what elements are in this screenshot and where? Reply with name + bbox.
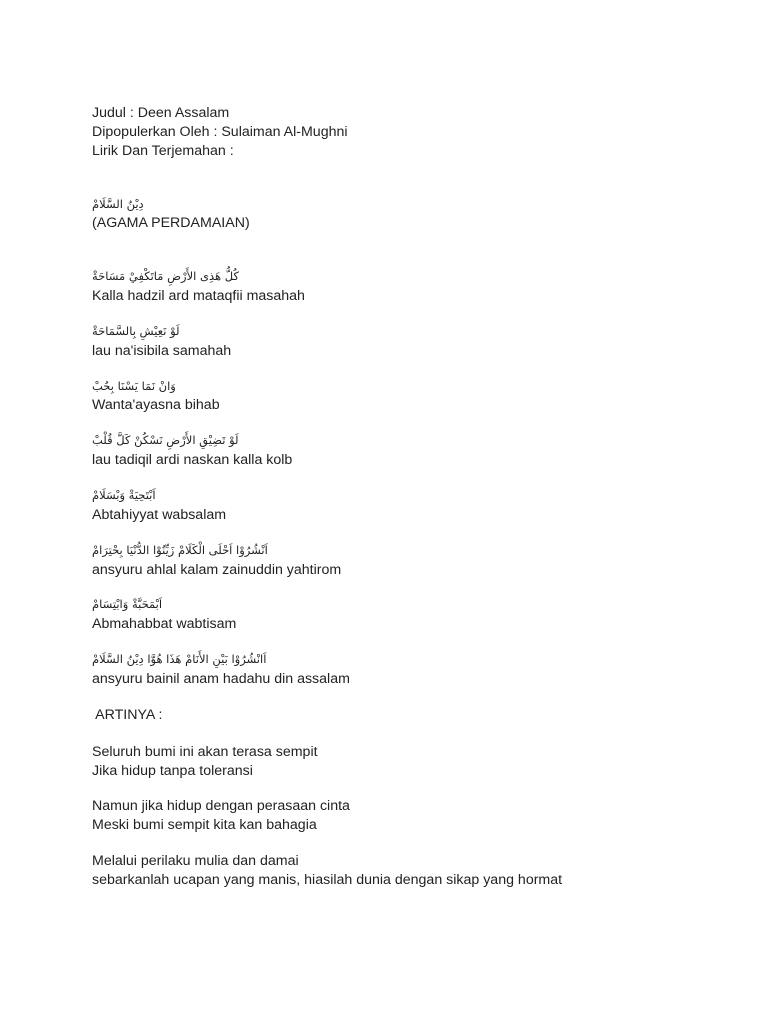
verse-arabic: اَبْتَحِيَةْ وَبْسَلَامْ [92, 488, 156, 502]
song-artist: Dipopulerkan Oleh : Sulaiman Al-Mughni [92, 124, 348, 140]
verse-arabic: كُلُّ هَذِى الأَرْضِ مَاتَكْفِيْ مَسَاحَةْ [92, 269, 239, 283]
verse-latin: lau na'isibila samahah [92, 343, 232, 359]
verse-latin: Wanta'ayasna bihab [92, 397, 220, 413]
verse-arabic: اَبْمَحَبَّةْ وَابْتِسَامْ [92, 597, 163, 611]
translation-line: Namun jika hidup dengan perasaan cinta [92, 798, 350, 814]
verse-arabic: اَنْشُرُوْا اَحْلَى الْكَلَامْ زَيِّنُوْا الدُّنْيَا بِحْتِرَامْ [92, 543, 268, 557]
verse-latin: lau tadiqil ardi naskan kalla kolb [92, 452, 293, 468]
verse-arabic: اَانْشُرُوْا بَيْنِ الأَنَامْ هَذَا هُوَّا دِيْنُ السَّلَامْ [92, 652, 267, 666]
translation-line: Melalui perilaku mulia dan damai [92, 853, 299, 869]
verse-latin: ansyuru bainil anam hadahu din assalam [92, 671, 350, 687]
translation-line: sebarkanlah ucapan yang manis, hiasilah dunia dengan sikap yang hormat [92, 872, 563, 888]
translation-heading: ARTINYA : [92, 707, 163, 723]
verse-arabic: لَوْ تَضِيْقِ الأَرْضِ نَسْكُنْ كَلَّ قُلْبْ [92, 433, 239, 447]
translation-line: Seluruh bumi ini akan terasa sempit [92, 744, 318, 760]
lyrics-subtitle: Lirik Dan Terjemahan : [92, 143, 234, 159]
song-title: Judul : Deen Assalam [92, 105, 230, 121]
intro-latin: (AGAMA PERDAMAIAN) [92, 215, 250, 231]
verse-latin: Abtahiyyat wabsalam [92, 507, 227, 523]
verse-latin: ansyuru ahlal kalam zainuddin yahtirom [92, 562, 342, 578]
verse-latin: Kalla hadzil ard mataqfii masahah [92, 288, 305, 304]
verse-arabic: وَانْ نَمَا يَسْنَا بِحُبْ [92, 379, 176, 393]
translation-line: Meski bumi sempit kita kan bahagia [92, 817, 317, 833]
intro-arabic: دِيْنُ السَّلَامْ [92, 197, 144, 211]
verse-latin: Abmahabbat wabtisam [92, 616, 237, 632]
verse-arabic: لَوْ نَعِيْشِ بِالسَّمَاحَةْ [92, 324, 180, 338]
translation-line: Jika hidup tanpa toleransi [92, 763, 253, 779]
